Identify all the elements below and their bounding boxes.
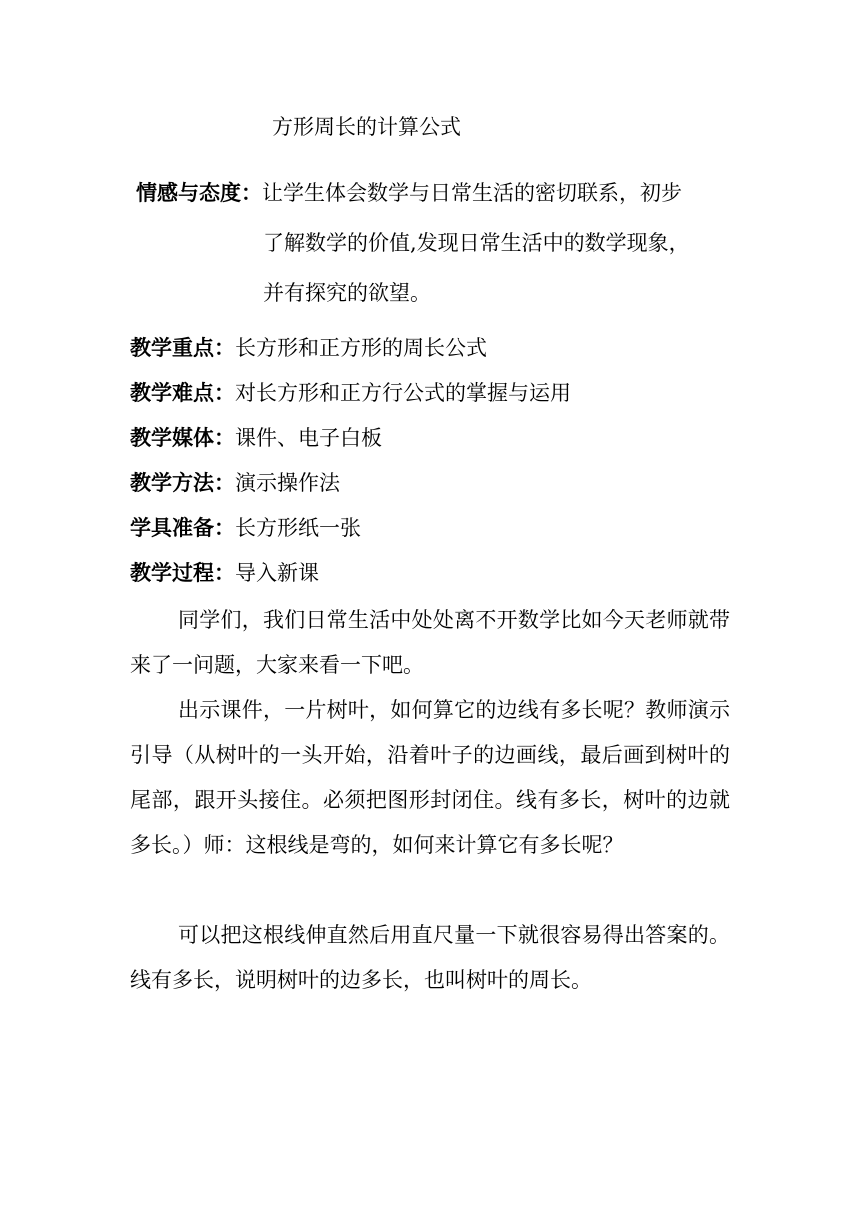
item-value: 课件、电子白板 <box>235 426 382 450</box>
item-value: 对长方形和正方行公式的掌握与运用 <box>235 381 571 405</box>
item-value: 长方形和正方形的周长公式 <box>235 336 487 360</box>
item-method <box>130 468 571 513</box>
item-label: 教学重点： <box>130 335 235 360</box>
attitude-section <box>136 176 736 326</box>
attitude-line-2: 了解数学的价值,发现日常生活中的数学现象， <box>263 231 690 255</box>
item-label: 教学过程： <box>130 560 235 585</box>
item-label: 学具准备： <box>130 515 235 540</box>
item-value: 导入新课 <box>235 561 319 585</box>
item-label: 教学媒体： <box>130 425 235 450</box>
item-key-point <box>130 333 571 378</box>
item-label: 教学方法： <box>130 470 235 495</box>
item-value: 长方形纸一张 <box>235 516 361 540</box>
paragraph-intro: 同学们，我们日常生活中处处离不开数学比如今天老师就带来了一问题，大家来看一下吧。 <box>130 608 730 677</box>
document-title: 方形周长的计算公式 <box>272 115 461 139</box>
attitude-label: 情感与态度： <box>136 180 262 205</box>
item-value: 演示操作法 <box>235 471 340 495</box>
item-materials <box>130 513 571 558</box>
item-label: 教学难点： <box>130 380 235 405</box>
item-media <box>130 423 571 468</box>
paragraph-conclusion: 可以把这根线伸直然后用直尺量一下就很容易得出答案的。线有多长，说明树叶的边多长，也叫树叶的周长。 <box>130 923 730 992</box>
attitude-line-3: 并有探究的欲望。 <box>263 281 431 305</box>
item-difficulty <box>130 378 571 423</box>
paragraph-courseware: 出示课件，一片树叶，如何算它的边线有多长呢？教师演示引导（从树叶的一头开始，沿着叶子的边画线，最后画到树叶的尾部，跟开头接住。必须把图形封闭住。线有多长，树叶的边就多长。）师：这根线是弯的，如何来计算它有多长呢？ <box>130 698 730 857</box>
item-process <box>130 558 571 603</box>
attitude-line-1 <box>136 176 736 226</box>
teaching-items <box>130 333 571 603</box>
attitude-text-1: 让学生体会数学与日常生活的密切联系，初步 <box>262 181 682 205</box>
